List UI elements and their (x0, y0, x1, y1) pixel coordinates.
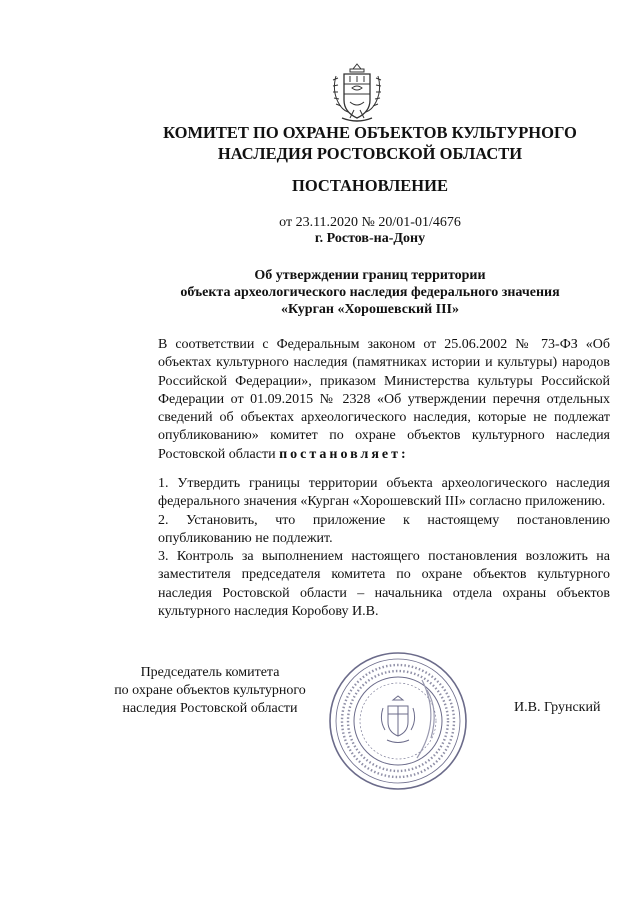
organization-name-line1: КОМИТЕТ ПО ОХРАНЕ ОБЪЕКТОВ КУЛЬТУРНОГО (163, 123, 577, 142)
document-subject (120, 267, 620, 318)
coat-of-arms-icon (330, 62, 384, 124)
resolution-item-2: 2. Установить, что приложение к настоящему постановлению опубликованию не подлежит. (158, 512, 610, 546)
signatory-position-line2: по охране объектов культурного (114, 683, 306, 698)
document-type: ПОСТАНОВЛЕНИЕ (292, 176, 448, 195)
resolution-item-1: 1. Утвердить границы территории объекта археологического наследия федерального значения «Курган «Хорошевский III» согласно приложению. (158, 476, 610, 510)
signatory-position-line1: Председатель комитета (140, 665, 280, 680)
preamble-paragraph (118, 336, 610, 464)
organization-name-line2: НАСЛЕДИЯ РОСТОВСКОЙ ОБЛАСТИ (217, 144, 523, 163)
subject-line2: объекта археологического наследия федерального значения (180, 285, 560, 300)
resolves-word: постановляет: (279, 446, 409, 462)
organization-name (100, 122, 640, 164)
preamble-text: В соответствии с Федеральным законом от 25.06.2002 № 73-ФЗ «Об объектах культурного наследия (памятниках истории и культуры) народов Российской Федерации», приказом Министерства культуры Российской Федерации от 01.09.2015 № 2328 «Об утверждении перечня отдельных сведений об объектах археологического наследия, которые не подлежат опубликованию» комитет по охране объектов культурного наследия Ростовской области (158, 337, 610, 462)
document-city: г. Ростов-на-Дону (314, 231, 426, 246)
subject-line3: «Курган «Хорошевский III» (280, 302, 459, 317)
signatory-position (100, 664, 320, 718)
subject-line1: Об утверждении границ территории (254, 268, 486, 283)
document-date-number: от 23.11.2020 № 20/01-01/4676 (279, 215, 461, 230)
signatory-name: И.В. Грунский (514, 700, 601, 715)
resolution-item-3: 3. Контроль за выполнением настоящего постановления возложить на заместителя председателя комитета по охране объектов культурного наследия Ростовской области – начальника отдела охраны объектов культурного наследия Коробову И.В. (158, 549, 610, 620)
signatory-position-line3: наследия Ростовской области (122, 701, 298, 716)
official-seal-icon (327, 650, 469, 792)
resolution-items (118, 475, 610, 621)
